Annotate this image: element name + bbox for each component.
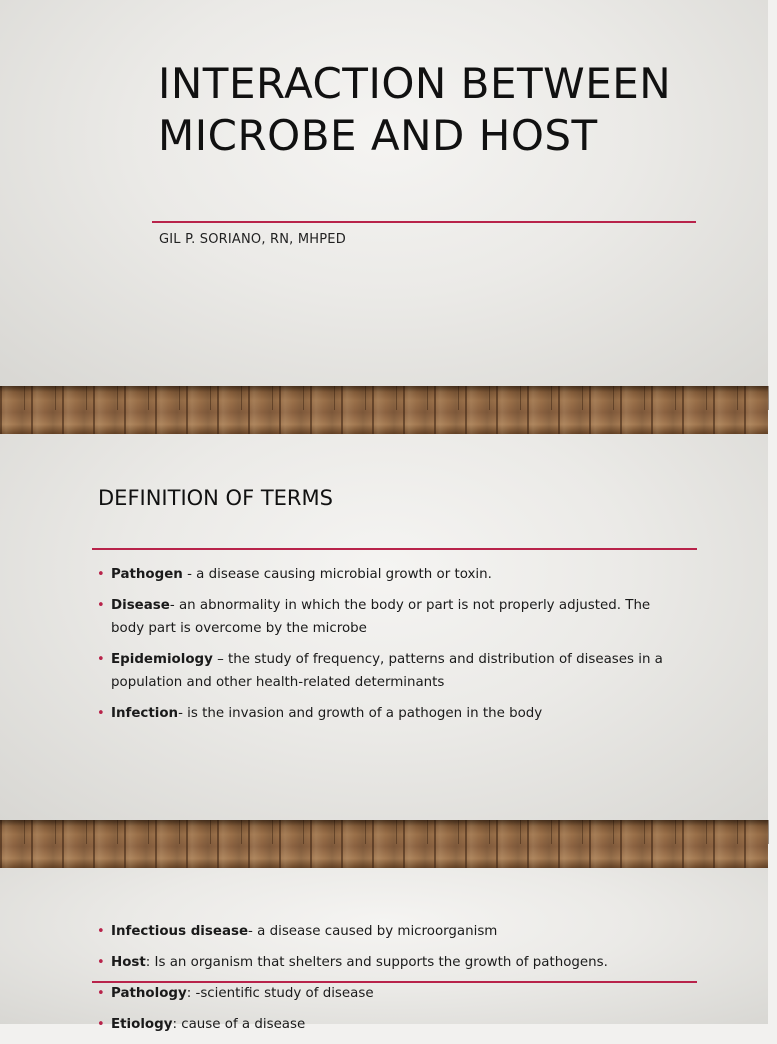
term: Pathogen bbox=[111, 567, 183, 582]
list-item bbox=[97, 920, 687, 943]
section-heading: DEFINITION OF TERMS bbox=[98, 486, 333, 510]
wood-floor-divider bbox=[0, 386, 768, 434]
definition: - is the invasion and growth of a pathogen in the body bbox=[178, 706, 543, 721]
bullet-icon: • bbox=[97, 986, 105, 1001]
author-line: GIL P. SORIANO, RN, MHPED bbox=[159, 232, 346, 247]
bullet-icon: • bbox=[97, 567, 105, 582]
wood-floor-divider bbox=[0, 820, 768, 868]
list-item bbox=[97, 648, 687, 694]
definition-list bbox=[97, 563, 687, 733]
list-item bbox=[97, 702, 687, 725]
title-divider bbox=[152, 221, 696, 223]
terms-slide-continued bbox=[0, 868, 768, 1032]
list-item bbox=[97, 1013, 687, 1036]
term: Pathology bbox=[111, 986, 187, 1001]
list-item bbox=[97, 982, 687, 1005]
definition: - an abnormality in which the body or part is not properly adjusted. The body part is overcome by the microbe bbox=[111, 598, 651, 636]
bullet-icon: • bbox=[97, 1017, 105, 1032]
bullet-icon: • bbox=[97, 652, 105, 667]
term: Infectious disease bbox=[111, 924, 249, 939]
definition: : -scientific study of disease bbox=[186, 986, 374, 1001]
bullet-icon: • bbox=[97, 955, 105, 970]
definition: - a disease causing microbial growth or toxin. bbox=[182, 567, 492, 582]
definition: – the study of frequency, patterns and distribution of diseases in a population and other health-related determinants bbox=[111, 652, 663, 690]
term: Infection bbox=[111, 706, 179, 721]
title-slide bbox=[0, 0, 768, 386]
term: Disease bbox=[111, 598, 170, 613]
definitions-slide bbox=[0, 434, 768, 820]
list-item bbox=[97, 594, 687, 640]
list-item bbox=[97, 951, 687, 974]
heading-divider bbox=[92, 548, 697, 550]
term: Etiology bbox=[111, 1017, 173, 1032]
definition: - a disease caused by microorganism bbox=[248, 924, 498, 939]
bullet-icon: • bbox=[97, 706, 105, 721]
bullet-icon: • bbox=[97, 924, 105, 939]
definition: : Is an organism that shelters and supports the growth of pathogens. bbox=[145, 955, 608, 970]
bullet-icon: • bbox=[97, 598, 105, 613]
list-item bbox=[97, 563, 687, 586]
definition-list bbox=[97, 920, 687, 1044]
term: Epidemiology bbox=[111, 652, 213, 667]
term: Host bbox=[111, 955, 146, 970]
slide-title: INTERACTION BETWEEN MICROBE AND HOST bbox=[158, 59, 672, 160]
definition: : cause of a disease bbox=[172, 1017, 306, 1032]
